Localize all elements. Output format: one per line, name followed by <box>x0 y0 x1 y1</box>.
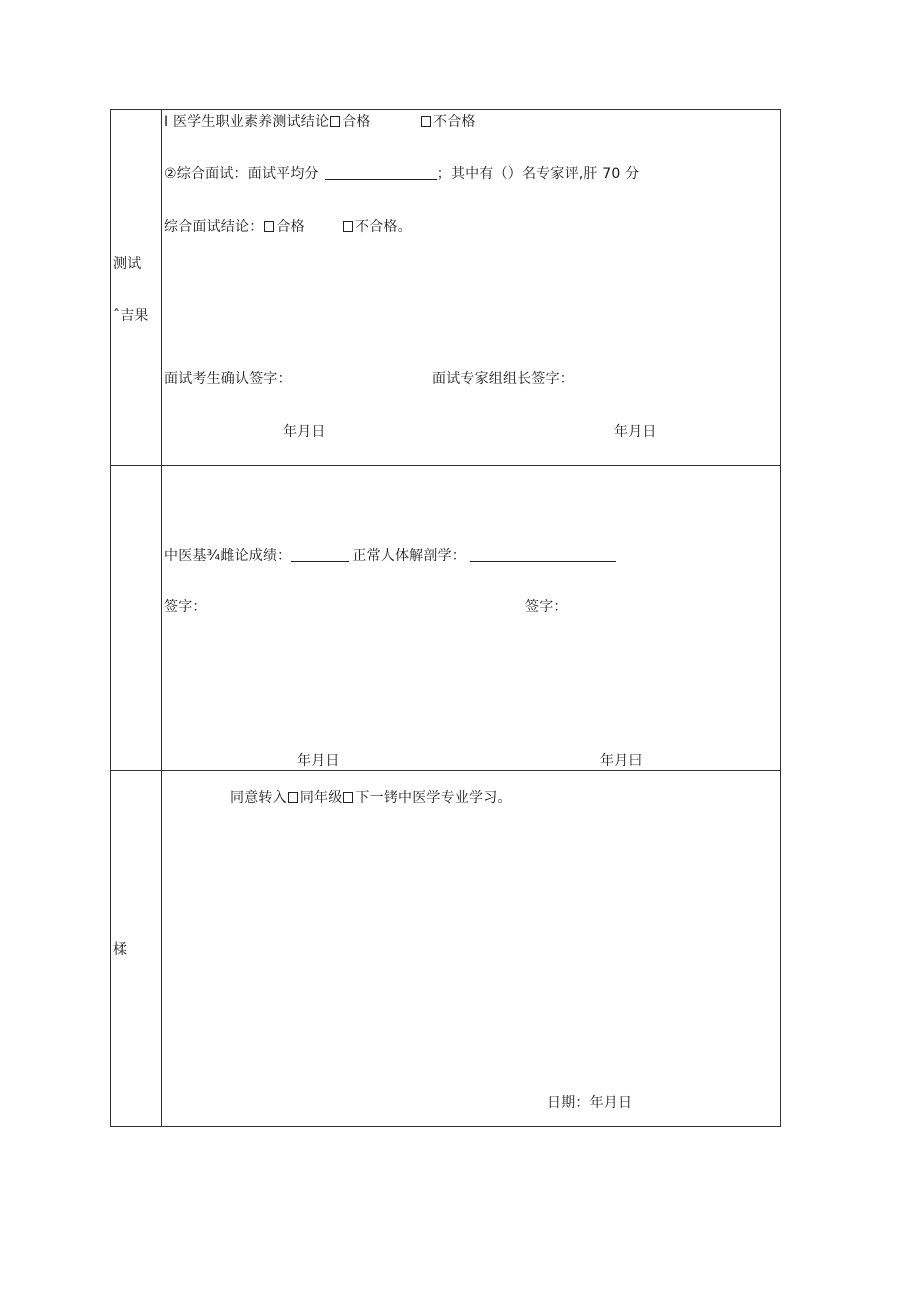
fail-label: 不合格 <box>433 114 476 130</box>
tcm-theory-score-blank[interactable] <box>291 547 349 562</box>
row-divider-1 <box>110 465 781 466</box>
section2-date-right: 年月曰 <box>600 753 643 769</box>
next-grade-label: 下一铐中医学专业学习。 <box>355 790 512 806</box>
interview-pass-label: 合格 <box>276 219 305 235</box>
pass-label: 合格 <box>342 114 371 130</box>
same-grade-label: 同年级 <box>299 790 343 806</box>
fail-option <box>420 113 476 131</box>
transfer-agreement-line <box>230 789 512 807</box>
anatomy-score-label: 正常人体解剖学： <box>352 548 466 564</box>
section3-side-label: 楺 <box>113 942 128 958</box>
agree-transfer-label: 同意转入 <box>230 790 287 806</box>
section2-date-left: 年月日 <box>297 753 340 769</box>
interview-fail-checkbox[interactable] <box>343 221 353 232</box>
section2-sign-right: 签字： <box>525 599 568 615</box>
section1-side-label-1: 测试 <box>113 256 142 272</box>
interview-expert-count: ；其中有（）名专家评,肝 70 分 <box>436 166 640 182</box>
section2-sign-left: 签字： <box>164 599 207 615</box>
transfer-same-grade-checkbox[interactable] <box>288 792 298 803</box>
approval-date: 日期：年月日 <box>547 1095 633 1111</box>
row-divider-2 <box>110 770 781 771</box>
interview-fail-option <box>342 218 412 236</box>
tcm-theory-score-label: 中医基¾雌论成绩： <box>164 548 292 564</box>
professional-test-label: I 医学生职业素养测试结论 <box>164 114 330 130</box>
transfer-next-grade-checkbox[interactable] <box>343 792 353 803</box>
student-signature-label: 面试考生确认签字： <box>164 371 292 387</box>
column-divider <box>161 109 162 1127</box>
professional-test-conclusion <box>164 113 371 131</box>
interview-conclusion-label: 综合面试结论： <box>164 219 264 235</box>
interview-conclusion-line <box>164 218 305 236</box>
section1-side-label-2: ˆ吉果 <box>113 308 149 324</box>
interview-fail-label: 不合格。 <box>355 219 412 235</box>
exam-scores-line <box>164 547 616 565</box>
fail-checkbox[interactable] <box>421 116 431 127</box>
interview-pass-checkbox[interactable] <box>264 221 274 232</box>
anatomy-score-blank[interactable] <box>470 547 616 562</box>
interview-average-label: ②综合面试：面试平均分 <box>164 166 319 182</box>
section1-date-left: 年月日 <box>283 424 326 440</box>
leader-signature-label: 面试专家组组长签字： <box>432 371 574 387</box>
pass-checkbox[interactable] <box>330 116 340 127</box>
form-table <box>110 109 781 1127</box>
average-score-blank[interactable] <box>325 165 437 180</box>
section1-date-right: 年月日 <box>614 424 657 440</box>
interview-average-line <box>164 165 639 183</box>
